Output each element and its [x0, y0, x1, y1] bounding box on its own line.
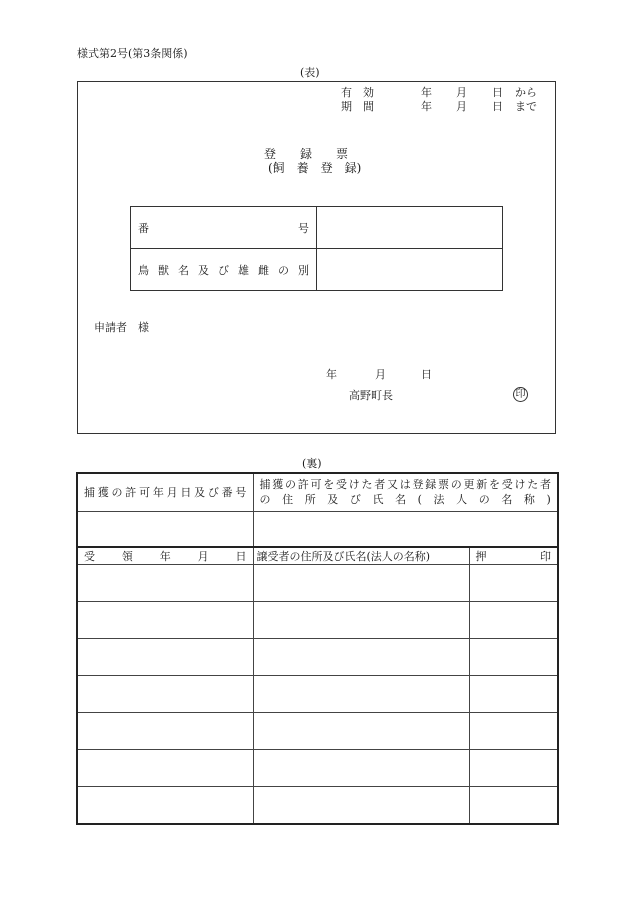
- valid-to-day: 日: [492, 100, 503, 113]
- header-char: 称: [523, 493, 535, 507]
- species-label-char: の: [278, 263, 289, 277]
- header-char: を: [323, 478, 335, 492]
- header-char: 印: [540, 550, 551, 563]
- header-char: 番: [221, 486, 233, 500]
- header-char: 年: [152, 486, 164, 500]
- table-row: [77, 602, 558, 639]
- species-value: [317, 249, 503, 291]
- header-char: の: [478, 493, 490, 507]
- seal-icon: 印: [513, 387, 528, 402]
- table-row: [77, 639, 558, 676]
- species-label: [131, 249, 317, 291]
- permit-holder-header: [253, 473, 558, 511]
- header-char: 捕: [259, 478, 271, 492]
- header-char: を: [489, 478, 500, 492]
- table-row: [77, 750, 558, 787]
- header-char: 許: [125, 486, 137, 500]
- species-label-char: 及: [198, 263, 209, 277]
- permit-holder-cell: [253, 511, 558, 547]
- species-label-char: 別: [298, 263, 309, 277]
- header-char: 法: [433, 493, 445, 507]
- header-char: 住: [282, 493, 294, 507]
- header-char: 登: [412, 478, 424, 492]
- header-char: た: [527, 478, 539, 492]
- header-char: 年: [159, 550, 171, 563]
- number-label-char: 号: [298, 221, 309, 235]
- header-char: 新: [476, 478, 488, 492]
- header-char: び: [349, 493, 361, 507]
- valid-from-month: 月: [456, 86, 467, 99]
- valid-to-year: 年: [421, 100, 432, 113]
- header-char: 押: [475, 550, 487, 563]
- header-char: 所: [304, 493, 316, 507]
- permit-date-cell: [77, 511, 253, 547]
- header-char: の: [285, 478, 296, 492]
- seal-header: [469, 547, 558, 565]
- header-char: の: [450, 478, 462, 492]
- form-subtitle: (飼 養 登 録): [268, 161, 362, 175]
- header-char: 受: [84, 550, 95, 563]
- species-label-char: 名: [178, 263, 189, 277]
- header-char: 録: [425, 478, 437, 492]
- table-row: [77, 713, 558, 750]
- header-char: 月: [166, 486, 178, 500]
- valid-to-suffix: まで: [515, 100, 537, 113]
- header-char: 獲: [97, 486, 109, 500]
- received-date-header: [77, 547, 253, 565]
- form-id: 様式第2号(第3条関係): [77, 47, 188, 60]
- transferee-header: 譲受者の住所及び氏名(法人の名称): [253, 547, 469, 565]
- header-char: 号: [235, 486, 247, 500]
- header-char: ): [546, 493, 551, 507]
- issue-month: 月: [375, 368, 386, 381]
- back-table: [76, 472, 559, 825]
- header-char: の: [259, 493, 271, 507]
- valid-from-year: 年: [421, 86, 432, 99]
- header-char: 日: [235, 550, 247, 563]
- header-char: 及: [327, 493, 339, 507]
- valid-from-day: 日: [492, 86, 503, 99]
- header-char: 氏: [372, 493, 384, 507]
- number-value: [317, 207, 503, 249]
- back-row-permit-entry: [77, 511, 558, 547]
- back-header-2: [77, 547, 558, 565]
- header-char: 受: [501, 478, 513, 492]
- species-label-char: び: [218, 263, 229, 277]
- species-label-char: 鳥: [138, 263, 149, 277]
- header-char: 者: [374, 478, 386, 492]
- header-char: 又: [387, 478, 398, 492]
- header-char: 許: [297, 478, 309, 492]
- header-char: 可: [310, 478, 322, 492]
- applicant-label: 申請者 様: [94, 321, 149, 334]
- header-char: 者: [540, 478, 551, 492]
- header-char: 日: [180, 486, 192, 500]
- form-title: 登 録 票: [264, 147, 349, 161]
- species-label-char: 獣: [158, 263, 169, 277]
- period-label: 期 間: [341, 100, 374, 113]
- front-side-label: (表): [300, 66, 320, 79]
- header-char: 及: [194, 486, 206, 500]
- species-row: [131, 249, 503, 291]
- table-row: [77, 676, 558, 713]
- header-char: の: [111, 486, 123, 500]
- capture-permit-header: [77, 473, 253, 511]
- species-label-char: 雄: [238, 263, 249, 277]
- back-side-label: (裏): [302, 457, 322, 470]
- table-row: [77, 565, 558, 602]
- header-char: は: [399, 478, 411, 492]
- issue-day: 日: [421, 368, 432, 381]
- valid-from-suffix: から: [515, 86, 537, 99]
- header-char: 領: [121, 550, 133, 563]
- table-row: [77, 787, 558, 824]
- valid-label: 有 効: [341, 86, 374, 99]
- header-char: 捕: [84, 486, 95, 500]
- valid-to-month: 月: [456, 100, 467, 113]
- header-char: 受: [336, 478, 347, 492]
- header-char: け: [348, 478, 360, 492]
- number-row: [131, 207, 503, 249]
- number-label: [131, 207, 317, 249]
- header-char: 更: [463, 478, 475, 492]
- header-char: 名: [395, 493, 407, 507]
- back-header-1: [77, 473, 558, 511]
- header-char: び: [207, 486, 219, 500]
- header-char: 人: [456, 493, 468, 507]
- header-char: 名: [501, 493, 513, 507]
- issue-year: 年: [326, 368, 337, 381]
- issuer-name: 高野町長: [349, 389, 393, 402]
- number-label-char: 番: [138, 221, 149, 235]
- header-char: (: [417, 493, 422, 507]
- header-char: 獲: [272, 478, 284, 492]
- header-char: け: [514, 478, 526, 492]
- registration-table: [130, 206, 503, 291]
- header-char: た: [361, 478, 373, 492]
- header-char: 可: [139, 486, 151, 500]
- header-char: 票: [438, 478, 449, 492]
- header-char: 月: [197, 550, 209, 563]
- species-label-char: 雌: [258, 263, 269, 277]
